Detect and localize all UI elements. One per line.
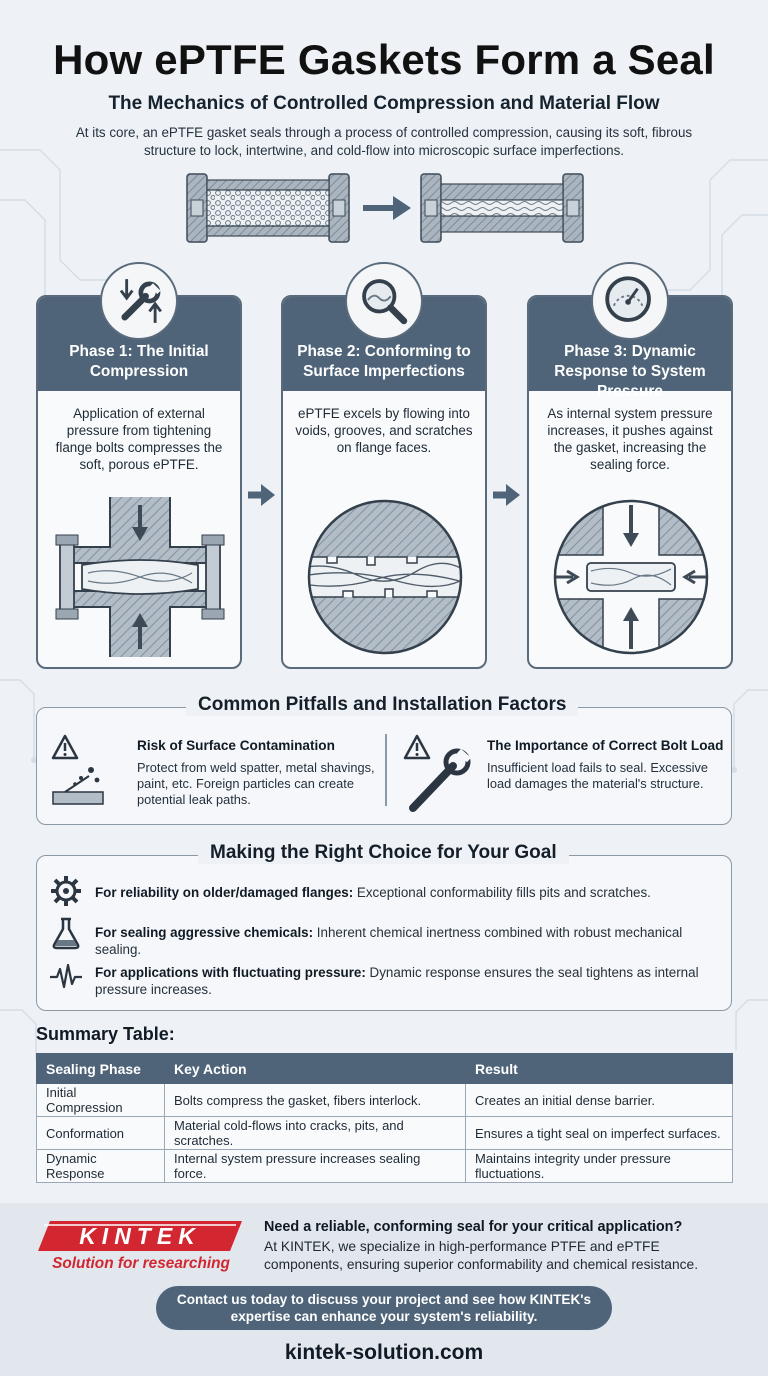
table-cell: Internal system pressure increases sealing force. bbox=[165, 1150, 466, 1183]
pitfall-2-text: Insufficient load fails to seal. Excessive load damages the material's structure. bbox=[487, 760, 708, 791]
phase-1-text: Application of external pressure from tightening flange bolts compresses the soft, porous ePTFE. bbox=[55, 406, 223, 472]
pitfall-1-text: Protect from weld spatter, metal shavings, paint, etc. Foreign particles can create potential leak paths. bbox=[137, 760, 375, 807]
website-link[interactable]: kintek-solution.com bbox=[284, 1341, 484, 1364]
cta-question: Need a reliable, conforming seal for your critical application? bbox=[264, 1219, 683, 1235]
phase-2-text: ePTFE excels by flowing into voids, grooves, and scratches on flange faces. bbox=[295, 406, 473, 455]
phase-3-card bbox=[527, 295, 733, 669]
choice-item-1-text: Exceptional conformability fills pits and scratches. bbox=[353, 885, 651, 900]
phase-1-title: Phase 1: The Initial Compression bbox=[38, 297, 240, 391]
table-cell: Material cold-flows into cracks, pits, and scratches. bbox=[165, 1117, 466, 1150]
contamination-warning-icon bbox=[51, 734, 107, 810]
table-row bbox=[37, 1084, 733, 1117]
surface-conformation-illustration bbox=[297, 497, 473, 657]
choice-item-2-text: Inherent chemical inertness combined with robust mechanical sealing. bbox=[95, 925, 683, 957]
table-row bbox=[37, 1150, 733, 1183]
pressure-gauge-icon bbox=[591, 262, 669, 340]
pitfalls-panel bbox=[36, 707, 732, 825]
choice-item-2 bbox=[95, 924, 715, 958]
contact-cta-button[interactable]: Contact us today to discuss your project and see how KINTEK's expertise can enhance your system's reliability. bbox=[156, 1286, 612, 1330]
pitfalls-divider bbox=[385, 734, 387, 806]
summary-header-action: Key Action bbox=[165, 1054, 466, 1084]
pulse-wave-icon bbox=[49, 960, 83, 994]
phase-2-card bbox=[281, 295, 487, 669]
table-row bbox=[37, 1117, 733, 1150]
summary-header-row bbox=[37, 1054, 733, 1084]
choice-item-1 bbox=[95, 884, 715, 901]
choice-item-3-text: Dynamic response ensures the seal tightens as internal pressure increases. bbox=[95, 965, 699, 997]
summary-label: Summary Table: bbox=[36, 1024, 175, 1044]
page-title: How ePTFE Gaskets Form a Seal bbox=[53, 36, 715, 83]
intro-text: At its core, an ePTFE gasket seals through a process of controlled compression, causing its soft, fibrous structure to lock, intertwine, and cold-flow into microscopic surface imperfections. bbox=[75, 125, 693, 158]
choice-item-3 bbox=[95, 964, 715, 998]
gear-icon bbox=[49, 874, 83, 908]
pitfall-2-title: The Importance of Correct Bolt Load bbox=[487, 738, 724, 753]
table-cell: Creates an initial dense barrier. bbox=[466, 1084, 733, 1117]
flange-compression-illustration bbox=[52, 497, 228, 657]
svg-text:KINTEK: KINTEK bbox=[79, 1223, 201, 1249]
choice-item-1-lead: For reliability on older/damaged flanges: bbox=[95, 885, 354, 900]
table-cell: Ensures a tight seal on imperfect surfaces. bbox=[466, 1117, 733, 1150]
phase-3-text: As internal system pressure increases, it pushes against the gasket, increasing the sealing force. bbox=[547, 406, 713, 472]
phase-1-card bbox=[36, 295, 242, 669]
magnifier-icon bbox=[345, 262, 423, 340]
cta-text: At KINTEK, we specialize in high-performance PTFE and ePTFE components, ensuring superior conformability and chemical resistance. bbox=[264, 1239, 699, 1272]
choice-panel bbox=[36, 855, 732, 1011]
choice-item-2-lead: For sealing aggressive chemicals: bbox=[95, 925, 314, 940]
table-cell: Bolts compress the gasket, fibers interlock. bbox=[165, 1084, 466, 1117]
table-cell: Dynamic Response bbox=[37, 1150, 165, 1183]
summary-header-result: Result bbox=[466, 1054, 733, 1084]
table-cell: Initial Compression bbox=[37, 1084, 165, 1117]
summary-table bbox=[36, 1053, 733, 1183]
arrow-right-icon-2 bbox=[491, 480, 521, 510]
pitfalls-title: Common Pitfalls and Installation Factors bbox=[186, 694, 578, 716]
choice-item-3-lead: For applications with fluctuating pressure: bbox=[95, 965, 366, 980]
wrench-arrows-icon bbox=[100, 262, 178, 340]
table-cell: Conformation bbox=[37, 1117, 165, 1150]
flask-icon bbox=[49, 916, 83, 950]
bolt-load-wrench-icon bbox=[403, 734, 475, 814]
compression-hero-illustration bbox=[185, 170, 585, 246]
pitfall-1-title: Risk of Surface Contamination bbox=[137, 738, 335, 753]
arrow-right-icon bbox=[246, 480, 276, 510]
summary-header-phase: Sealing Phase bbox=[37, 1054, 165, 1084]
phase-3-title: Phase 3: Dynamic Response to System Pressure bbox=[529, 297, 731, 391]
table-cell: Maintains integrity under pressure fluctuations. bbox=[466, 1150, 733, 1183]
dynamic-pressure-illustration bbox=[543, 497, 719, 657]
page-subtitle: The Mechanics of Controlled Compression and Material Flow bbox=[108, 93, 660, 114]
brand-tagline: Solution for researching bbox=[52, 1255, 230, 1272]
choice-title: Making the Right Choice for Your Goal bbox=[198, 842, 569, 864]
phase-2-title: Phase 2: Conforming to Surface Imperfections bbox=[283, 297, 485, 391]
